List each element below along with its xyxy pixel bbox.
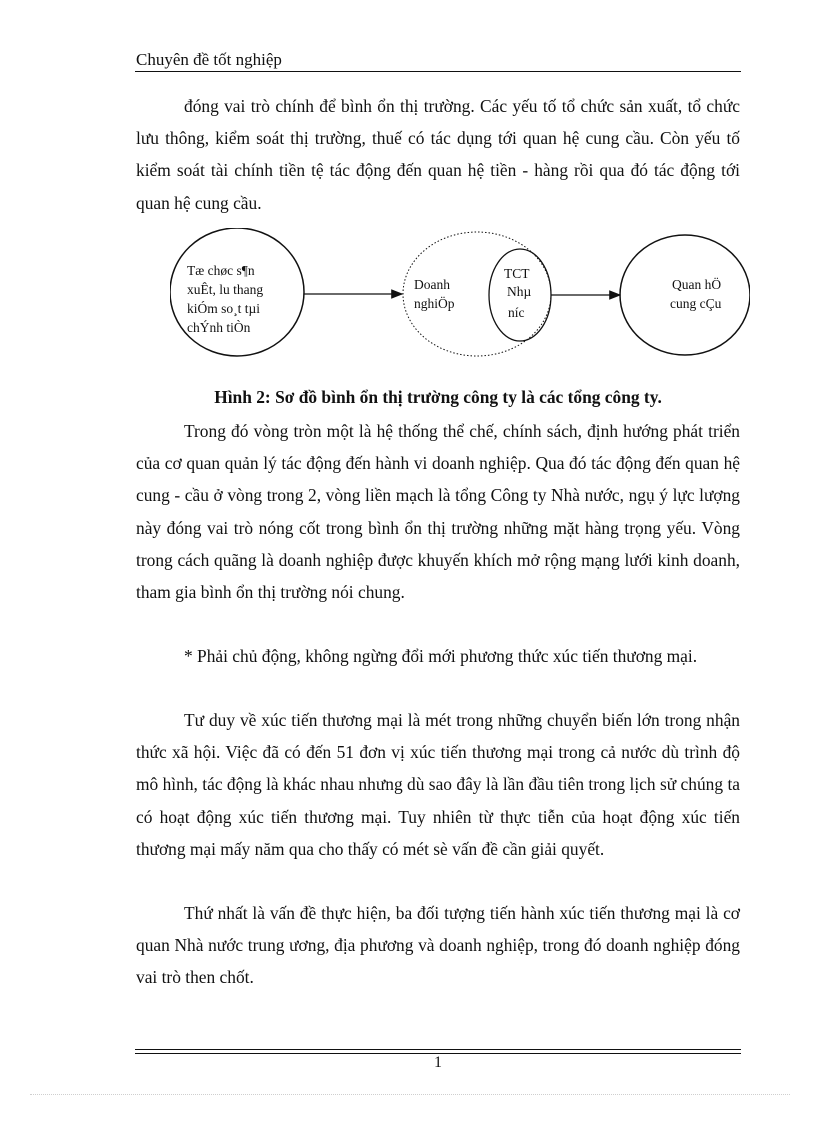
tct-label-3: níc [508,305,525,320]
enterprise-label-1: Doanh [414,277,450,292]
page-header-title: Chuyên đề tốt nghiệp [136,50,282,69]
paragraph-intro: đóng vai trò chính để bình ổn thị trường. Các yếu tố tổ chức sản xuất, tổ chức lưu thông, kiểm soát thị trường, thuế có tác dụng tới quan hệ cung cầu. Còn yếu tố kiểm soát tài chính tiền tệ tác động đến quan hệ tiền - hàng rồi qua đó tác động tới quan hệ cung cầu. [136,96,740,213]
supply-demand-label-1: Quan hÖ [672,277,722,292]
enterprise-label-2: nghiÖp [414,296,455,311]
footer-divider-top [135,1049,741,1050]
header-divider [135,71,741,72]
policy-circle-label-1: Tæ chøc s¶n [187,263,255,278]
policy-circle-label-4: chÝnh tiÒn [187,320,251,335]
figure-caption: Hình 2: Sơ đồ bình ổn thị trường công ty là các tổng công ty. [214,387,662,407]
bottom-dotted-line [30,1094,790,1095]
supply-demand-label-2: cung cÇu [670,296,722,311]
policy-circle-label-2: xuÊt, lu thang [187,282,264,297]
paragraph-first-issue: Thứ nhất là vấn đề thực hiện, ba đối tượng tiến hành xúc tiến thương mại là cơ quan Nhà nước trung ương, địa phương và doanh nghiệp, trong đó doanh nghiệp đóng vai trò then chốt. [136,903,740,988]
tct-label-1: TCT [504,266,530,281]
supply-demand-circle [620,235,750,355]
policy-circle-label-3: kiÓm so¸t tµi [187,301,261,316]
paragraph-bullet: * Phải chủ động, không ngừng đổi mới phương thức xúc tiến thương mại. [184,646,698,666]
page-number: 1 [434,1054,442,1071]
tct-label-2: Nhµ [507,284,532,299]
paragraph-trade-promotion: Tư duy về xúc tiến thương mại là mét trong những chuyển biến lớn trong nhận thức xã hội. Việc đã có đến 51 đơn vị xúc tiến thương mại trong cả nước dù trình độ mô hình, tác động là khác nhau nhưng dù sao đây là lần đầu tiên trong lịch sử chúng ta có hoạt động xúc tiến thương mại. Tuy nhiên từ thực tiễn của hoạt động xúc tiến thương mại mấy năm qua cho thấy có mét sè vấn đề cần giải quyết. [136,710,740,859]
paragraph-diagram-explanation: Trong đó vòng tròn một là hệ thống thể chế, chính sách, định hướng phát triển của cơ quan quản lý tác động đến hành vi doanh nghiệp. Qua đó tác động đến quan hệ cung - cầu ở vòng trong 2, vòng liền mạch là tổng Công ty Nhà nước, ngụ ý lực lượng này đóng vai trò nóng cốt trong bình ổn thị trường những mặt hàng trọng yếu. Vòng trong cách quãng là doanh nghiệp được khuyến khích mở rộng mạng lưới kinh doanh, tham gia bình ổn thị trường nói chung. [136,421,740,603]
market-stabilization-diagram [170,228,750,368]
